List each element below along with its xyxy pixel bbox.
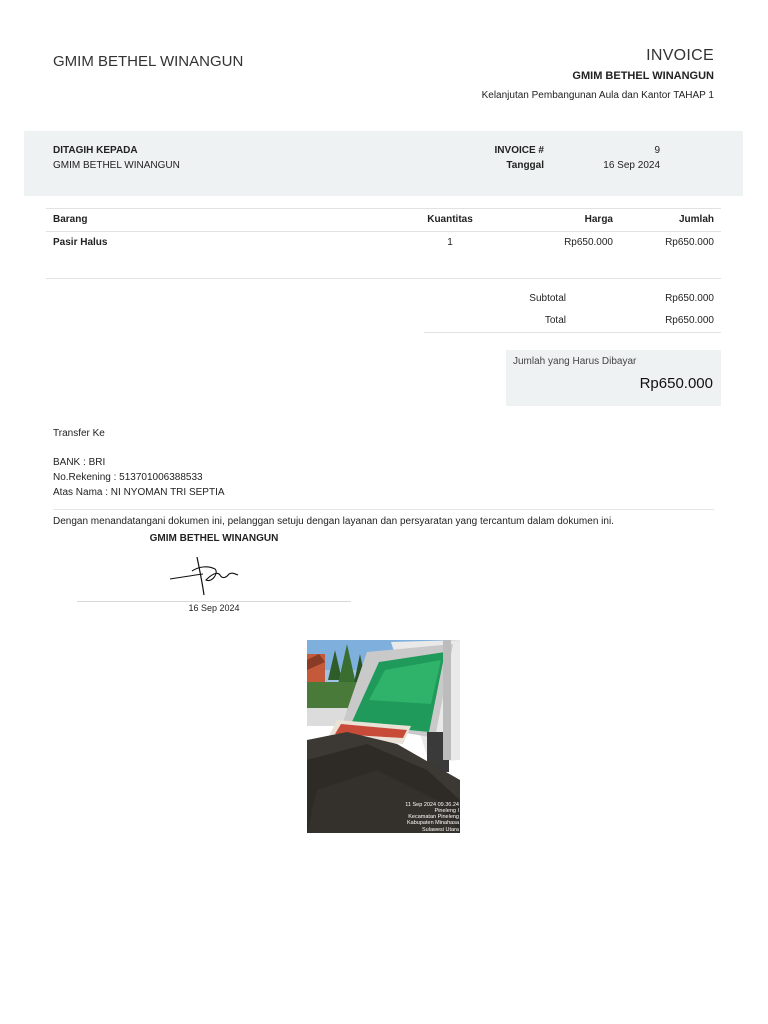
item-name: Pasir Halus [46, 232, 400, 279]
signature-line [77, 601, 351, 602]
signature-image [165, 553, 245, 604]
table-row [46, 232, 721, 279]
photo-timestamp-stamp [405, 802, 459, 833]
subtotal-row [424, 288, 721, 310]
invoice-project-description: Kelanjutan Pembangunan Aula dan Kantor TAHAP 1 [481, 90, 714, 101]
transfer-heading: Transfer Ke [53, 428, 105, 439]
signature-company: GMIM BETHEL WINANGUN [149, 533, 279, 544]
account-number: No.Rekening : 513701006388533 [53, 472, 203, 483]
subtotal-value: Rp650.000 [665, 293, 714, 304]
account-holder: Atas Nama : NI NYOMAN TRI SEPTIA [53, 487, 225, 498]
invoice-number-value: 9 [654, 145, 660, 156]
stamp-line: Kabupaten Minahasa [407, 820, 459, 827]
total-label: Total [424, 310, 573, 333]
invoice-date-value: 16 Sep 2024 [603, 160, 660, 171]
bank-name: BANK : BRI [53, 457, 106, 468]
invoice-number-label: INVOICE # [494, 145, 544, 156]
total-row [424, 310, 721, 333]
agreement-text: Dengan menandatangani dokumen ini, pelanggan setuju dengan layanan dan persyaratan yang tercantum dalam dokumen ini. [53, 516, 614, 527]
spacer [53, 441, 225, 455]
signature-date: 16 Sep 2024 [188, 603, 240, 613]
stamp-line: Sulawesi Utara [422, 826, 459, 833]
stamp-line: Pineleng I [434, 807, 459, 814]
total-value: Rp650.000 [573, 310, 721, 333]
bill-to-label: DITAGIH KEPADA [53, 145, 138, 156]
invoice-header [482, 47, 714, 101]
column-header-price: Harga [500, 209, 620, 232]
stamp-line: Kecamatan Pineleng [408, 814, 459, 821]
item-price: Rp650.000 [500, 232, 620, 279]
items-table [46, 208, 721, 279]
payment-instructions [53, 426, 225, 500]
invoice-date-label: Tanggal [506, 160, 544, 171]
invoice-title: INVOICE [646, 47, 714, 64]
column-header-qty: Kuantitas [400, 209, 500, 232]
company-name-left: GMIM BETHEL WINANGUN [53, 53, 244, 70]
stamp-line: 11 Sep 2024 09.36.24 [405, 801, 459, 808]
bill-to-name: GMIM BETHEL WINANGUN [53, 160, 180, 171]
totals-table [424, 288, 721, 333]
subtotal-label: Subtotal [529, 293, 566, 304]
amount-due-box [506, 350, 721, 406]
items-table-header [46, 209, 721, 232]
bill-to-section [24, 131, 743, 196]
item-amount: Rp650.000 [620, 232, 721, 279]
amount-due-value: Rp650.000 [639, 375, 713, 392]
amount-due-label: Jumlah yang Harus Dibayar [513, 356, 637, 367]
column-header-item: Barang [46, 209, 400, 232]
item-qty: 1 [400, 232, 500, 279]
column-header-amount: Jumlah [620, 209, 721, 232]
section-divider [53, 509, 714, 510]
delivery-photo [307, 640, 460, 833]
invoice-company-name: GMIM BETHEL WINANGUN [572, 70, 714, 82]
